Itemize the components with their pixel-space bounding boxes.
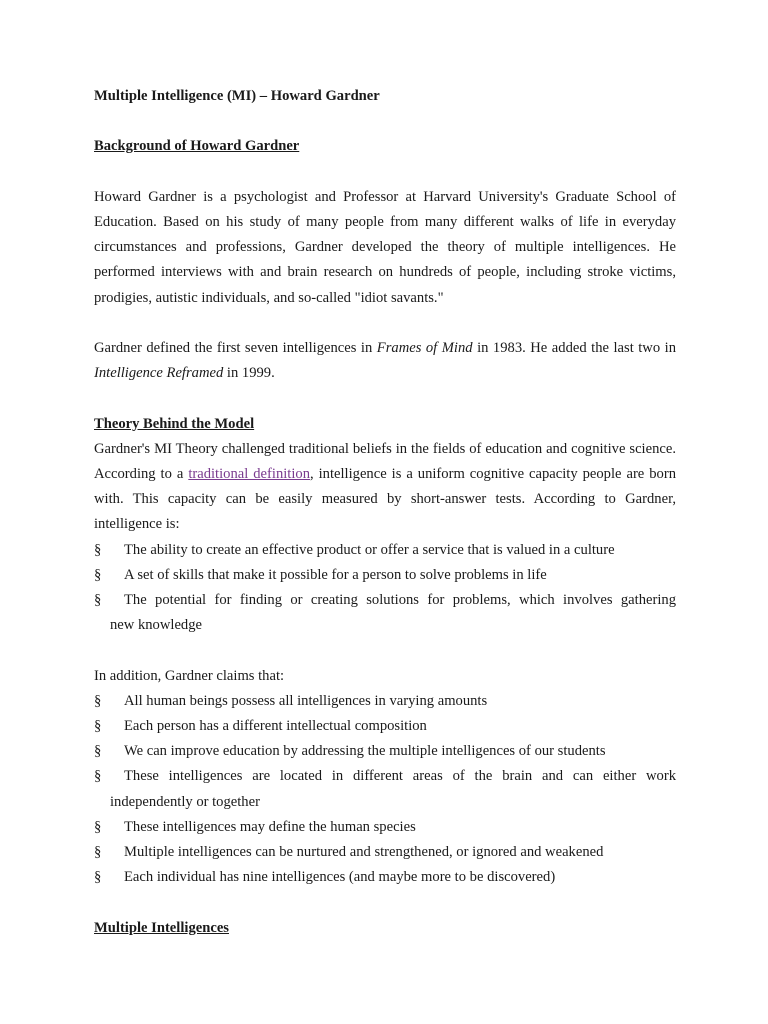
list-item-continuation — [94, 613, 676, 638]
section-sign-icon: § — [94, 718, 102, 734]
list-item-text: independently or together — [110, 793, 260, 810]
list-item-text: Each individual has nine intelligences (and maybe more to be discovered) — [124, 869, 556, 886]
spacer — [94, 638, 676, 663]
spacer — [94, 890, 676, 915]
list-item — [94, 764, 676, 789]
claims-list — [94, 689, 676, 891]
list-item-text: These intelligences may define the human species — [124, 818, 416, 835]
background-paragraph: Howard Gardner is a psychologist and Professor at Harvard University's Graduate School of Education. Based on his study of many people from many different walks of life in everyday circumstances and professions, Gardner developed the theory of multiple intelligences. He performed interviews with and brain research on hundreds of people, including stroke victims, prodigies, autistic individuals, and so-called "idiot savants." — [94, 188, 676, 306]
list-item-continuation — [94, 790, 676, 815]
books-paragraph — [94, 336, 676, 386]
list-item — [94, 588, 676, 613]
list-item — [94, 739, 676, 764]
list-item-text: new knowledge — [110, 617, 202, 634]
section-sign-icon: § — [94, 768, 102, 785]
list-item-text: Each person has a different intellectual composition — [124, 718, 427, 734]
list-item — [94, 865, 676, 890]
book-title-frames-of-mind: Frames of Mind — [376, 339, 473, 356]
section-sign-icon: § — [94, 743, 102, 760]
background-heading: Background of Howard Gardner — [94, 138, 300, 155]
theory-heading: Theory Behind the Model — [94, 415, 255, 432]
list-item-text: A set of skills that make it possible for a person to solve problems in life — [124, 566, 547, 583]
books-text-1: Gardner defined the first seven intelligences in — [94, 339, 377, 356]
list-item — [94, 840, 676, 865]
claims-intro: In addition, Gardner claims that: — [94, 667, 285, 684]
list-item — [94, 714, 676, 739]
list-item — [94, 689, 676, 714]
books-text-2: in 1983. He added the last two in — [472, 339, 677, 356]
section-sign-icon: § — [94, 869, 102, 886]
list-item-text: Multiple intelligences can be nurtured and strengthened, or ignored and weakened — [124, 844, 604, 861]
document-page — [94, 84, 676, 941]
intelligence-definition-list — [94, 538, 676, 639]
list-item-text: The potential for finding or creating solutions for problems, which involves gathering — [124, 592, 676, 608]
traditional-definition-link[interactable]: traditional definition — [188, 465, 310, 482]
list-item-text: These intelligences are located in different areas of the brain and can either work — [124, 768, 676, 785]
section-sign-icon: § — [94, 844, 102, 861]
section-sign-icon: § — [94, 541, 102, 558]
section-sign-icon: § — [94, 566, 102, 583]
list-item — [94, 538, 676, 563]
list-item — [94, 563, 676, 588]
section-sign-icon: § — [94, 692, 102, 709]
list-item-text: All human beings possess all intelligences in varying amounts — [124, 692, 488, 709]
theory-intro-text-1: Gardner's MI Theory challenged traditional beliefs in the fields of education and cognitive science. According to a — [94, 440, 676, 482]
section-sign-icon: § — [94, 818, 102, 835]
multiple-intelligences-heading: Multiple Intelligences — [94, 919, 229, 936]
theory-intro-text-2: , intelligence is a uniform cognitive capacity people are born with. This capacity can be easily measured by short-answer tests. According to Gardner, intelligence is: — [94, 465, 676, 533]
list-item-text: The ability to create an effective product or offer a service that is valued in a culture — [124, 541, 615, 558]
section-sign-icon: § — [94, 592, 102, 608]
book-title-intelligence-reframed: Intelligence Reframed — [94, 365, 224, 382]
books-text-3: in 1999. — [223, 365, 275, 382]
list-item — [94, 815, 676, 840]
document-title: Multiple Intelligence (MI) – Howard Gardner — [94, 88, 380, 104]
theory-intro-paragraph — [94, 437, 676, 538]
list-item-text: We can improve education by addressing the multiple intelligences of our students — [124, 743, 606, 760]
